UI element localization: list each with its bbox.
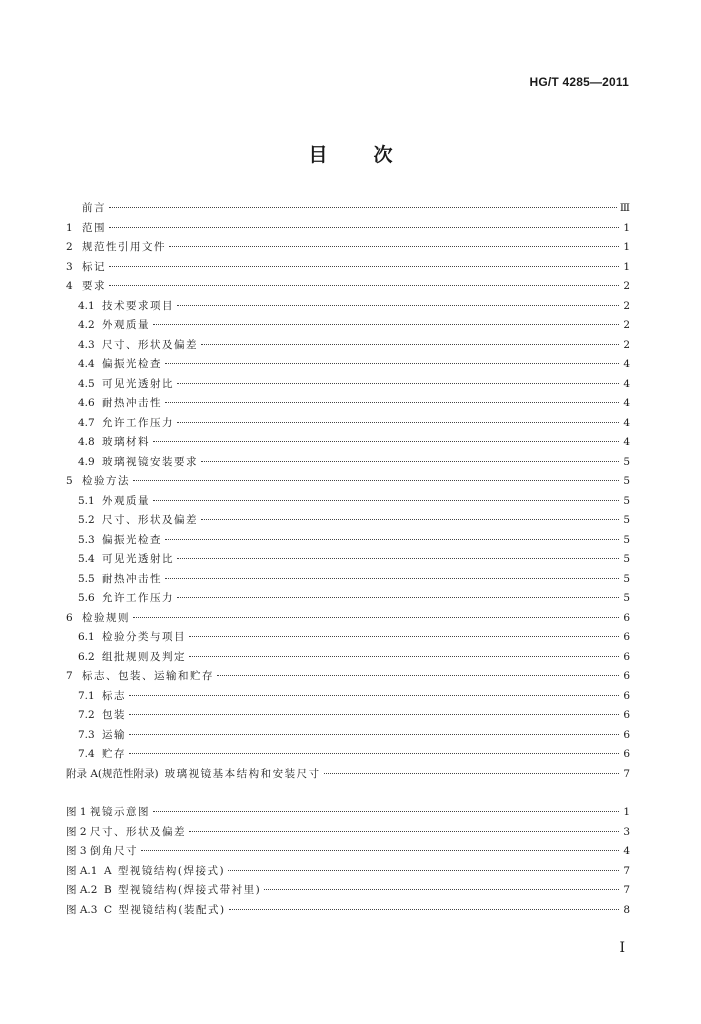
dot-leader [217,674,619,676]
entry-number: 5.1 [78,494,95,507]
entry-page: 5 [623,514,630,526]
entry-title: 倒角尺寸 [90,845,138,857]
entry-title: 外观质量 [102,319,150,331]
toc-entry [66,570,630,590]
entry-number: 4 [66,280,73,292]
entry-number: 6.1 [78,631,95,643]
figure-entry [66,803,630,823]
entry-page: 7 [623,767,630,780]
dot-leader [129,733,619,735]
toc-entry [66,472,630,492]
entry-page: 4 [623,436,630,448]
entry-page: 1 [623,806,630,818]
entry-page: 7 [623,864,630,877]
title-char-1: 目 [308,144,328,166]
entry-page: 6 [623,631,630,643]
dot-leader [153,323,619,325]
entry-title: 玻璃视镜安装要求 [102,455,198,468]
entry-title: 前言 [82,202,106,214]
entry-page: 4 [623,416,630,429]
dot-leader [141,849,619,851]
dot-leader [153,440,619,442]
toc-entry [66,628,630,648]
entry-number: 5.2 [78,514,95,526]
entry-page: 2 [623,338,630,351]
dot-leader [109,206,617,208]
entry-number: 图 3 [66,845,87,857]
entry-number: 4.8 [78,436,95,448]
entry-title: 贮存 [102,748,126,760]
dot-leader [189,655,619,657]
dot-leader [169,245,619,247]
entry-number: 图 2 [66,825,87,838]
entry-title: 可见光透射比 [102,553,174,565]
entry-page: 5 [623,553,630,565]
toc-entry [66,706,630,726]
entry-page: 1 [623,260,630,273]
entry-title: 组批规则及判定 [102,650,186,663]
toc-entry [66,765,630,785]
dot-leader [228,869,619,871]
toc-entry [66,648,630,668]
entry-page: 1 [623,241,630,253]
title-char-2: 次 [373,144,393,166]
entry-page: 4 [623,358,630,370]
entry-number: 附录 A(规范性附录) [66,767,159,780]
entry-page: 1 [623,221,630,234]
entry-number: 7 [66,670,73,682]
entry-number: 5.4 [78,553,95,565]
toc-entry [66,726,630,746]
dot-leader [129,713,619,715]
entry-page: 6 [623,611,630,624]
entry-title: 标志 [102,689,126,702]
entry-title: 尺寸、形状及偏差 [102,514,198,526]
entry-page: 6 [623,670,630,682]
toc-entry [66,258,630,278]
entry-title: 要求 [82,280,106,292]
toc-entry [66,277,630,297]
dot-leader [165,577,619,579]
entry-title: 尺寸、形状及偏差 [102,338,198,351]
entry-page: 5 [623,494,630,507]
toc-entry [66,355,630,375]
toc-entry [66,453,630,473]
dot-leader [201,518,619,520]
dot-leader [177,421,619,423]
entry-title: 包装 [102,709,126,721]
entry-title: C 型视镜结构(装配式) [104,903,226,916]
dot-leader [177,557,619,559]
entry-page: 4 [623,377,630,390]
entry-page: 5 [623,533,630,546]
dot-leader [201,460,619,462]
entry-title: 允许工作压力 [102,592,174,604]
entry-number: 5.6 [78,592,95,604]
entry-title: 标记 [82,260,106,273]
dot-leader [264,888,619,890]
entry-number: 4.3 [78,338,95,351]
entry-page: 6 [623,709,630,721]
dot-leader [165,538,619,540]
entry-page: Ⅲ [619,202,630,214]
entry-number: 图 A.1 [66,864,98,877]
entry-title: 检验方法 [82,475,130,487]
dot-leader [229,908,619,910]
toc-entry [66,394,630,414]
dot-leader [133,616,619,618]
entry-number: 7.3 [78,728,95,741]
entry-number: 1 [66,221,73,234]
entry-title: 标志、包装、运输和贮存 [82,670,214,682]
entry-title: 规范性引用文件 [82,241,166,253]
toc-entry [66,550,630,570]
entry-number: 7.4 [78,748,95,760]
figure-entry [66,823,630,843]
dot-leader [165,401,619,403]
figure-entry [66,881,630,901]
entry-number: 4.2 [78,319,95,331]
entry-number: 4.1 [78,299,95,312]
figure-entry [66,901,630,921]
entry-page: 4 [623,845,630,857]
entry-title: 范围 [82,221,106,234]
toc-entry [66,238,630,258]
entry-number: 4.6 [78,397,95,409]
entry-number: 4.9 [78,455,95,468]
figure-entry [66,862,630,882]
entry-title: 视镜示意图 [90,806,150,818]
entry-title: 运输 [102,728,126,741]
dot-leader [201,343,619,345]
entry-number: 5.5 [78,572,95,585]
standard-code: HG/T 4285—2011 [529,75,629,89]
entry-number: 4.5 [78,377,95,390]
toc-entry [66,687,630,707]
entry-title: 偏振光检查 [102,358,162,370]
entry-title: 尺寸、形状及偏差 [90,825,186,838]
dot-leader [177,596,619,598]
entry-page: 7 [623,884,630,896]
toc-entry [66,609,630,629]
entry-title: 检验规则 [82,611,130,624]
entry-number: 5.3 [78,533,95,546]
dot-leader [189,635,619,637]
entry-page: 5 [623,572,630,585]
dot-leader [109,284,619,286]
entry-number: 4.7 [78,416,95,429]
entry-number: 6 [66,611,73,624]
dot-leader [133,479,619,481]
entry-number: 5 [66,475,73,487]
toc-entry [66,316,630,336]
entry-number: 图 1 [66,806,87,818]
dot-leader [153,810,619,812]
entry-number: 3 [66,260,73,273]
page-title [0,140,701,167]
table-of-contents [66,199,630,784]
dot-leader [129,694,619,696]
entry-number: 2 [66,241,73,253]
dot-leader [324,772,619,774]
entry-title: 玻璃材料 [102,436,150,448]
dot-leader [177,304,619,306]
entry-number: 图 A.3 [66,903,98,916]
toc-entry [66,667,630,687]
dot-leader [189,830,619,832]
entry-title: 耐热冲击性 [102,572,162,585]
entry-title: 允许工作压力 [102,416,174,429]
entry-page: 2 [623,299,630,312]
toc-entry [66,199,630,219]
toc-entry [66,219,630,239]
entry-title: A 型视镜结构(焊接式) [104,864,226,877]
entry-page: 3 [623,825,630,838]
entry-number: 6.2 [78,650,95,663]
entry-title: 检验分类与项目 [102,631,186,643]
dot-leader [165,362,619,364]
toc-entry [66,589,630,609]
entry-page: 5 [623,592,630,604]
toc-entry [66,433,630,453]
entry-page: 5 [623,455,630,468]
page-number: Ⅰ [619,940,625,956]
entry-page: 4 [623,397,630,409]
dot-leader [109,265,619,267]
entry-page: 2 [623,280,630,292]
entry-title: 技术要求项目 [102,299,174,312]
entry-title: 外观质量 [102,494,150,507]
dot-leader [109,226,619,228]
toc-entry [66,336,630,356]
entry-page: 2 [623,319,630,331]
entry-title: B 型视镜结构(焊接式带衬里) [104,884,262,896]
entry-number: 7.1 [78,689,95,702]
entry-number: 图 A.2 [66,884,98,896]
entry-title: 耐热冲击性 [102,397,162,409]
entry-number: 7.2 [78,709,95,721]
dot-leader [177,382,619,384]
toc-entry [66,492,630,512]
entry-page: 6 [623,748,630,760]
entry-page: 6 [623,650,630,663]
entry-title: 玻璃视镜基本结构和安装尺寸 [164,767,321,780]
toc-entry [66,531,630,551]
toc-entry [66,375,630,395]
entry-page: 8 [623,903,630,916]
entry-title: 偏振光检查 [102,533,162,546]
toc-entry [66,297,630,317]
entry-title: 可见光透射比 [102,377,174,390]
dot-leader [129,752,619,754]
toc-entry [66,511,630,531]
entry-page: 6 [623,728,630,741]
dot-leader [153,499,619,501]
figure-list [66,803,630,920]
entry-page: 6 [623,689,630,702]
entry-number: 4.4 [78,358,95,370]
toc-entry [66,745,630,765]
entry-page: 5 [623,475,630,487]
toc-entry [66,414,630,434]
figure-entry [66,842,630,862]
